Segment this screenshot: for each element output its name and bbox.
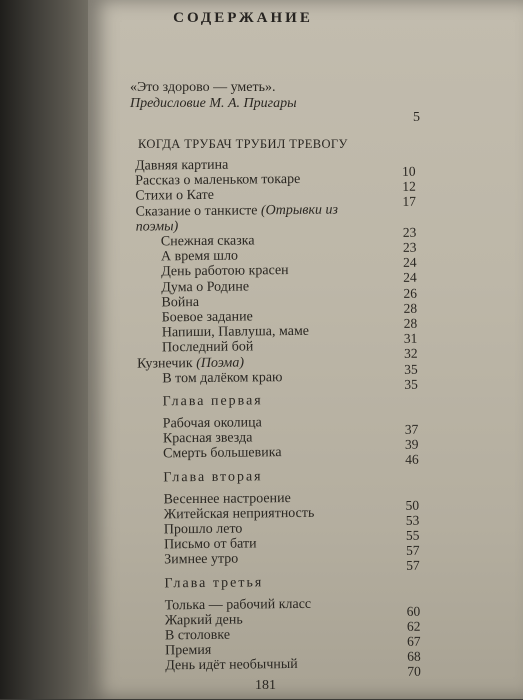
- preface-title: «Это здорово — уметь».: [130, 80, 275, 96]
- toc-entry-title: Смерть большевика: [163, 446, 282, 463]
- toc-entry-title: Красная звезда: [163, 431, 253, 448]
- toc-entry-title: Глава третья: [164, 575, 263, 592]
- toc-entry-page: 32: [404, 346, 418, 362]
- toc-entry-page: 68: [407, 649, 421, 665]
- toc-entry-title: А время шло: [161, 249, 238, 266]
- toc-entry-title: День работою красен: [161, 263, 289, 280]
- toc-entry-title: Письмо от бати: [164, 537, 257, 554]
- toc-entry-page: 39: [405, 437, 419, 453]
- toc-entry-title: Сказание о танкисте (Отрывки из: [135, 202, 338, 220]
- toc-entry-page: 23: [403, 224, 417, 240]
- toc-entry-page: 26: [403, 285, 417, 301]
- toc-entry-page: 57: [406, 558, 420, 574]
- toc-entry-title: День идёт необычный: [165, 657, 298, 674]
- toc-entry-page: 55: [406, 528, 420, 544]
- section-title: КОГДА ТРУБАЧ ТРУБИЛ ТРЕВОГУ: [138, 137, 348, 152]
- toc-entry-title: Рабочая околица: [163, 415, 262, 432]
- toc-entry-page: 70: [407, 664, 421, 680]
- toc-entry-page: 31: [404, 331, 418, 347]
- toc-entry-page: 57: [406, 543, 420, 559]
- toc-entry-title: Боевое задание: [162, 309, 253, 326]
- toc-entry-title: поэмы): [136, 219, 179, 235]
- toc-entry-title: Прошло лето: [164, 522, 243, 539]
- toc-entry-title: Глава вторая: [163, 469, 262, 486]
- toc-entry-title: Толька — рабочий класс: [165, 596, 312, 614]
- toc-entry-title: Снежная сказка: [161, 233, 255, 250]
- toc-entry-page: 35: [404, 361, 418, 377]
- page-number: 181: [255, 678, 276, 694]
- toc-entry-title: В том далёком краю: [162, 370, 282, 387]
- toc-entry-title: Напиши, Павлуша, маме: [162, 324, 309, 342]
- toc-entry-title: Премия: [165, 643, 211, 659]
- toc-entry-title: Дума о Родине: [161, 279, 249, 296]
- toc-entry-page: 24: [403, 255, 417, 271]
- toc-entry-title: Война: [161, 295, 199, 311]
- toc-entry-page: 35: [404, 376, 418, 392]
- toc-entry-title: Глава первая: [162, 393, 262, 410]
- toc-entry-page: 53: [406, 512, 420, 528]
- toc-entry-title: Кузнечик (Поэма): [137, 355, 244, 372]
- toc-entry-title: Давняя картина: [135, 158, 228, 175]
- toc-entry-page: 60: [407, 603, 421, 619]
- toc-entry-title: Рассказ о маленьком токаре: [135, 172, 300, 190]
- toc-entry-title: Жаркий день: [165, 612, 243, 629]
- toc-entry-page: 10: [402, 164, 416, 180]
- toc-entry-title: В столовке: [165, 628, 230, 645]
- preface-page-number: 5: [413, 110, 420, 126]
- toc-entry-title: Житейская неприятность: [164, 506, 315, 524]
- toc-entry-page: 12: [402, 179, 416, 195]
- toc-entry-title: Последний бой: [162, 340, 254, 357]
- preface-author: Предисловие М. А. Пригары: [130, 96, 297, 112]
- toc-entry-title: Зимнее утро: [164, 552, 238, 569]
- toc-entry-page: 28: [404, 316, 418, 332]
- toc-entry-page: 24: [403, 270, 417, 286]
- toc-entry-page: 37: [405, 422, 419, 438]
- toc-entry-page: 62: [407, 618, 421, 634]
- toc-entry-title: Стихи о Кате: [135, 188, 214, 205]
- page-title: СОДЕРЖАНИЕ: [118, 10, 368, 27]
- toc-entry-title: Весеннее настроение: [163, 491, 290, 508]
- toc-entry-page: 23: [403, 240, 417, 256]
- toc-entry-page: 46: [405, 452, 419, 468]
- toc-entry-page: 17: [402, 194, 416, 210]
- toc-entry-page: 50: [406, 497, 420, 513]
- toc-entry-page: 67: [407, 634, 421, 650]
- toc-entry-page: 28: [403, 300, 417, 316]
